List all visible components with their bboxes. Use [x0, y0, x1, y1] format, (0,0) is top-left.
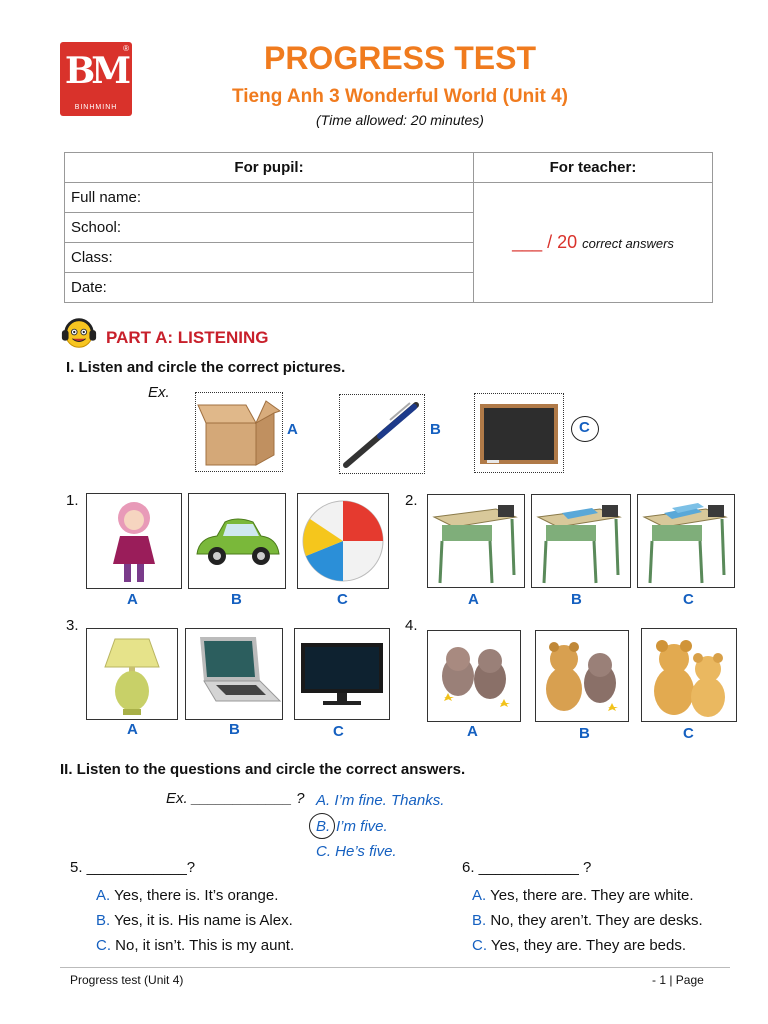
laptop-icon: [186, 629, 282, 719]
page-subtitle: Tieng Anh 3 Wonderful World (Unit 4): [232, 86, 568, 107]
option-a[interactable]: A: [467, 723, 478, 740]
option-c[interactable]: C: [683, 725, 694, 742]
footer-title: Progress test (Unit 4): [70, 973, 184, 987]
option-c[interactable]: C: [333, 723, 344, 740]
teacher-header: For teacher:: [474, 153, 713, 183]
desk-with-books-icon: [638, 495, 734, 587]
info-table: [64, 152, 713, 303]
score-blank[interactable]: ___: [512, 232, 543, 252]
logo-brand: BINHMINH: [74, 104, 118, 111]
score-total: / 20: [547, 232, 578, 252]
pupil-header: For pupil:: [65, 153, 474, 183]
option-c[interactable]: C: [337, 591, 348, 608]
part-a-title: PART A: LISTENING: [106, 328, 269, 347]
section-2-heading: II. Listen to the questions and circle the correct answers.: [60, 761, 466, 778]
question-number: 3.: [66, 617, 79, 634]
option-letter: B.: [96, 912, 111, 929]
lamp-icon: [87, 629, 177, 719]
option-text: No, they aren’t. They are desks.: [490, 912, 703, 929]
field-class[interactable]: Class:: [65, 243, 474, 273]
cardboard-box-icon: [196, 393, 282, 471]
desk-icon: [428, 495, 524, 587]
example-prompt: Ex. ____________ ?: [166, 790, 305, 807]
picture-box[interactable]: [188, 493, 286, 589]
option-letter: B.: [472, 912, 487, 929]
q6-option-b[interactable]: [472, 912, 703, 929]
question-number: 4.: [405, 617, 418, 634]
option-letter: C.: [96, 937, 111, 954]
example-answer-b-letter[interactable]: B.: [316, 818, 331, 835]
pen-icon: [340, 395, 424, 473]
example-answer-c[interactable]: C. He’s five.: [316, 843, 397, 860]
option-letter: A.: [472, 887, 487, 904]
registered-mark: ®: [123, 44, 129, 53]
example-answer-b-text[interactable]: I’m five.: [336, 818, 388, 835]
picture-box[interactable]: [535, 630, 629, 722]
option-b[interactable]: B: [229, 721, 240, 738]
option-letter: C.: [472, 937, 487, 954]
option-a[interactable]: A: [468, 591, 479, 608]
picture-box[interactable]: [297, 493, 389, 589]
publisher-logo: [60, 42, 132, 116]
field-school[interactable]: School:: [65, 213, 474, 243]
q5-option-c[interactable]: [96, 937, 294, 954]
option-a[interactable]: A: [127, 591, 138, 608]
q6-option-a[interactable]: [472, 887, 694, 904]
option-text: Yes, there are. They are white.: [490, 887, 694, 904]
television-icon: [295, 629, 389, 719]
question-5-prompt: 5. ____________?: [70, 859, 196, 876]
option-a[interactable]: A: [127, 721, 138, 738]
beach-ball-icon: [298, 494, 388, 588]
picture-box[interactable]: [427, 630, 521, 722]
question-number: 1.: [66, 492, 79, 509]
option-letter: A.: [96, 887, 111, 904]
picture-box[interactable]: [474, 393, 564, 473]
toy-elephants-icon: [428, 631, 520, 721]
section-1-heading: I. Listen and circle the correct pictures.: [66, 359, 346, 376]
blackboard-icon: [475, 394, 563, 472]
picture-box[interactable]: [86, 493, 182, 589]
option-b[interactable]: B: [571, 591, 582, 608]
page-number: - 1 | Page: [652, 973, 704, 987]
picture-box[interactable]: [185, 628, 283, 720]
score-cell: [474, 183, 713, 303]
page-title: PROGRESS TEST: [263, 40, 537, 76]
option-text: Yes, they are. They are beds.: [490, 937, 687, 954]
field-date[interactable]: Date:: [65, 273, 474, 303]
logo-monogram: BM: [64, 50, 128, 92]
teddy-bears-icon: [642, 629, 736, 721]
q6-option-c[interactable]: [472, 937, 686, 954]
headphones-smiley-icon: [60, 314, 98, 352]
option-b[interactable]: B: [579, 725, 590, 742]
picture-box[interactable]: [427, 494, 525, 588]
teddy-and-elephant-icon: [536, 631, 628, 721]
example-answer-a[interactable]: A. I’m fine. Thanks.: [316, 792, 445, 809]
picture-box[interactable]: [195, 392, 283, 472]
score-suffix: correct answers: [582, 236, 674, 251]
picture-box[interactable]: [641, 628, 737, 722]
option-text: Yes, it is. His name is Alex.: [114, 912, 293, 929]
picture-box[interactable]: [339, 394, 425, 474]
option-text: No, it isn’t. This is my aunt.: [115, 937, 295, 954]
picture-box[interactable]: [86, 628, 178, 720]
example-option-b[interactable]: B: [430, 421, 441, 438]
doll-icon: [87, 494, 181, 588]
example-option-c[interactable]: C: [579, 419, 590, 436]
q5-option-a[interactable]: [96, 887, 278, 904]
question-number: 2.: [405, 492, 418, 509]
picture-box[interactable]: [294, 628, 390, 720]
footer-divider: [60, 967, 730, 968]
field-full-name[interactable]: Full name:: [65, 183, 474, 213]
example-option-a[interactable]: A: [287, 421, 298, 438]
picture-box[interactable]: [637, 494, 735, 588]
desk-with-book-icon: [532, 495, 630, 587]
picture-box[interactable]: [531, 494, 631, 588]
example-label: Ex.: [148, 384, 170, 401]
toy-car-icon: [189, 494, 285, 588]
question-6-prompt: 6. ____________ ?: [462, 859, 592, 876]
time-allowed: (Time allowed: 20 minutes): [316, 112, 484, 128]
option-text: Yes, there is. It’s orange.: [114, 887, 279, 904]
q5-option-b[interactable]: [96, 912, 293, 929]
option-b[interactable]: B: [231, 591, 242, 608]
option-c[interactable]: C: [683, 591, 694, 608]
